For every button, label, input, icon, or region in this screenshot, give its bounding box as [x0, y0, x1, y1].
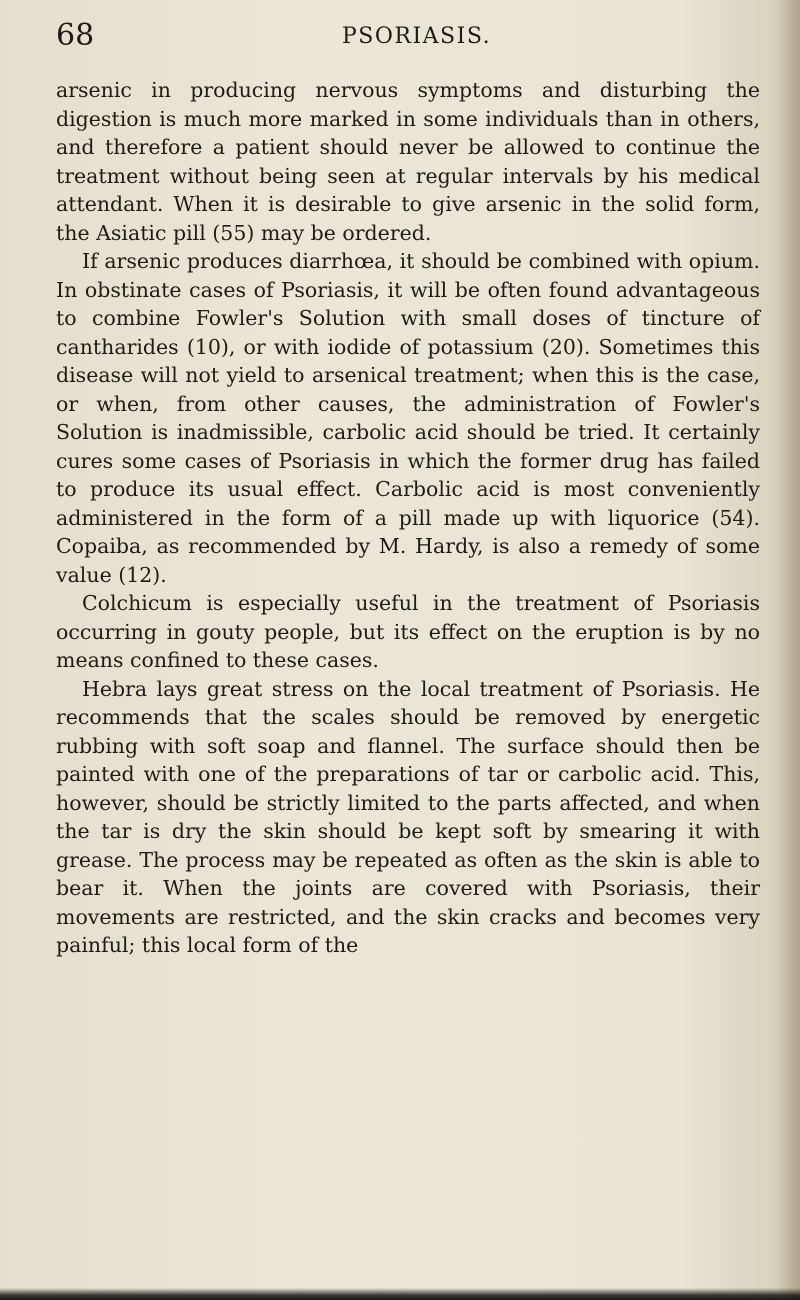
- page-edge-shadow: [778, 0, 800, 1300]
- body-text: [56, 76, 760, 960]
- paragraph-colchicum: Colchicum is especially useful in the treatment of Psoriasis occurring in gouty people, but its effect on the eruption is by no means confined to these cases.: [56, 591, 760, 672]
- page-number: 68: [56, 18, 95, 53]
- page-bottom-edge: [0, 1288, 800, 1300]
- paragraph-hebra-local-treatment: Hebra lays great stress on the local treatment of Psoriasis. He recommends that the scales should be removed by energetic rubbing with soft soap and flannel. The surface should then be painted with one of the preparations of tar or carbolic acid. This, however, should be strictly limited to the parts affected, and when the tar is dry the skin should be kept soft by smearing it with grease. The process may be repeated as often as the skin is able to bear it. When the joints are covered with Psoriasis, their movements are restricted, and the skin cracks and becomes very painful; this local form of the: [56, 676, 760, 957]
- running-head: PSORIASIS.: [342, 24, 492, 49]
- paragraph-arsenic-diarrhoea: If arsenic produces diarrhœa, it should be combined with opium. In obstinate cases of Psoriasis, it will be often found advantageous to combine Fowler's Solution with small doses of tincture of cantharides (10), or with iodide of potassium (20). Sometimes this disease will not yield to arsenical treatment; when this is the case, or when, from other causes, the administration of Fowler's Solution is inadmissible, carbolic acid should be tried. It certainly cures some cases of Psoriasis in which the former drug has failed to produce its usual effect. Carbolic acid is most conveniently administered in the form of a pill made up with liquorice (54). Copaiba, as recommended by M. Hardy, is also a remedy of some value (12).: [56, 249, 760, 587]
- paragraph-arsenic-continued: arsenic in producing nervous symptoms and disturbing the digestion is much more marked in some individuals than in others, and therefore a patient should never be allowed to continue the treatment without being seen at regular intervals by his medical attendant. When it is desirable to give arsenic in the solid form, the Asiatic pill (55) may be ordered.: [56, 78, 760, 245]
- page-header: [56, 16, 756, 56]
